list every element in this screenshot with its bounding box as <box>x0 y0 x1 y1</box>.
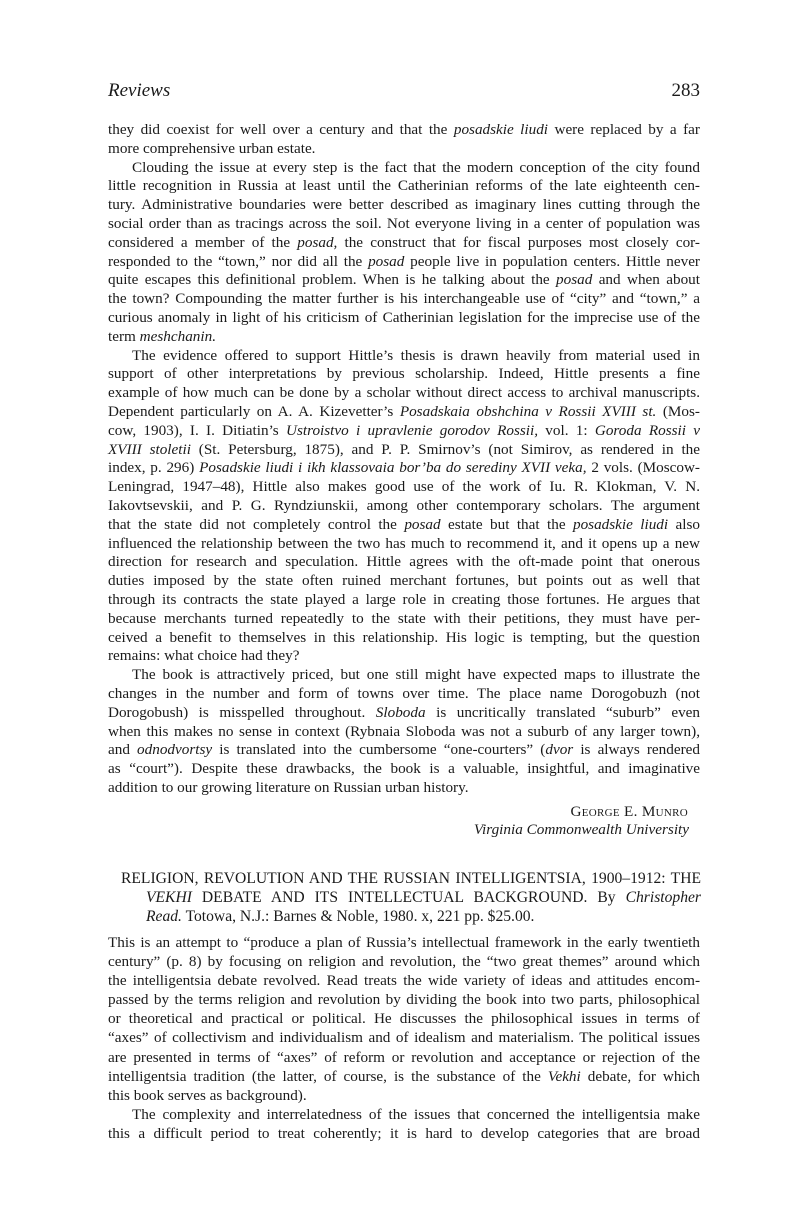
text-line <box>108 497 700 516</box>
text-run: is uncritically translated “suburb” even <box>425 703 700 721</box>
text-run: that the state did not completely control the <box>108 515 405 533</box>
text-run: responded to the “town,” nor did all the <box>108 252 369 270</box>
text-line <box>108 1067 700 1086</box>
italic-text-run: XVIII stoletii <box>108 440 191 458</box>
italic-text-run: posadskie liudi <box>572 515 669 533</box>
italic-text-run: Posadskie liudi i ikh klassovaia bor’ba do serediny XVII veka, <box>199 459 587 477</box>
text-line <box>108 159 700 178</box>
text-run: the intelligentsia debate revolved. Read treats the wide variety of ideas and attitudes encom- <box>108 972 700 990</box>
reviewer-name: George E. Munro <box>570 803 688 820</box>
text-run: Iakovtsevskii, and P. G. Ryndziunskii, among other contemporary scholars. The argument <box>108 496 700 514</box>
italic-text-run: posad <box>368 252 405 270</box>
text-run: Leningrad, 1947–48), Hittle also makes good use of the work of Iu. R. Klokman, V. N. <box>108 478 700 496</box>
text-line <box>108 403 700 422</box>
review-2-book-title <box>121 869 701 926</box>
text-run: The book is attractively priced, but one still might have expected maps to illustrate the <box>132 666 700 684</box>
text-line <box>108 121 700 140</box>
text-line <box>108 196 700 215</box>
text-line <box>108 741 700 760</box>
text-line <box>108 422 700 441</box>
italic-text-run: dvor <box>545 741 574 759</box>
review-2-body <box>108 933 700 1143</box>
text-line <box>108 535 700 554</box>
text-run: This is an attempt to “produce a plan of Russia’s intellectual framework in the early twentieth <box>108 934 700 951</box>
italic-text-run: Sloboda <box>375 703 426 721</box>
text-line <box>108 140 700 159</box>
text-run: passed by the terms religion and revolution by dividing the book into two parts, philosophical <box>108 991 700 1009</box>
text-line <box>108 516 700 535</box>
text-run: more comprehensive urban estate. <box>108 139 316 157</box>
text-line <box>108 685 700 704</box>
text-run: term <box>108 327 140 345</box>
text-line <box>121 869 701 888</box>
text-line <box>108 553 700 572</box>
text-line <box>108 572 700 591</box>
text-run: because merchants turned repeatedly to the state with their petitions, they must have per- <box>108 609 700 627</box>
text-run: index, p. 296) <box>108 459 200 477</box>
text-line <box>108 723 700 742</box>
text-line <box>108 990 700 1009</box>
text-line <box>108 933 700 952</box>
text-run: this a difficult period to treat coherently; it is hard to develop categories that are broad <box>108 1124 700 1142</box>
italic-text-run: Posadskaia obshchina v Rossii XVIII st. <box>399 402 657 420</box>
text-run: direction for research and speculation. Hittle agrees with the oft-made point that onerous <box>108 553 700 571</box>
text-run: or theoretical and practical or political. He discusses the philosophical issues in terms of <box>108 1010 700 1028</box>
text-run: when this makes no sense in context (Rybnaia Sloboda was not a suburb of any larger town), <box>108 722 700 740</box>
text-run: the town? Compounding the matter further is his interchangeable use of “city” and “town,” a <box>108 290 700 308</box>
page-number: 283 <box>671 80 700 101</box>
text-run: example of how much can be done by a scholar without direct access to archival manuscripts. <box>108 384 700 402</box>
text-line <box>108 271 700 290</box>
text-line <box>108 1124 700 1143</box>
text-line <box>108 365 700 384</box>
text-line <box>108 1048 700 1067</box>
text-run: social order than as tracings across the soil. Not everyone living in a center of population was <box>108 214 700 232</box>
text-line <box>108 1009 700 1028</box>
review-1-body <box>108 121 700 798</box>
text-run: is translated into the cumbersome “one-courters” ( <box>212 741 546 759</box>
italic-text-run: Ustroistvo i upravlenie gorodov Rossii, <box>286 421 538 439</box>
text-line <box>108 610 700 629</box>
text-run: the construct that for fiscal purposes most closely cor- <box>337 233 700 251</box>
text-run: curious anomaly in light of his criticism of Catherinian legislation for the imprecise use of the <box>108 308 700 326</box>
text-run: DEBATE AND ITS INTELLECTUAL BACKGROUND. By <box>191 889 626 906</box>
text-line <box>108 215 700 234</box>
text-run: and when about <box>592 271 700 289</box>
text-line <box>108 441 700 460</box>
text-line <box>108 384 700 403</box>
italic-text-run: posad, <box>297 233 338 251</box>
italic-text-run: posad <box>556 271 593 289</box>
text-line <box>108 647 700 666</box>
italic-text-run: posadskie liudi <box>453 121 549 138</box>
text-line <box>108 952 700 971</box>
text-line <box>108 290 700 309</box>
text-line <box>108 666 700 685</box>
text-run: (St. Petersburg, 1875), and P. P. Smirnov’s (not Simirov, as rendered in the <box>190 440 700 458</box>
italic-text-run: meshchanin. <box>139 327 216 345</box>
text-run: through its contracts the state played a large role in creating those fortunes. He argues that <box>108 590 700 608</box>
text-run: quite escapes this definitional problem. When is he talking about the <box>108 271 557 289</box>
text-line <box>108 253 700 272</box>
text-run: were replaced by a far <box>548 121 700 138</box>
text-run: Dorogobush) is misspelled throughout. <box>108 703 376 721</box>
running-head: Reviews <box>108 80 171 101</box>
text-line <box>108 1028 700 1047</box>
text-run: as “court”). Despite these drawbacks, the book is a valuable, insightful, and imaginative <box>108 760 700 778</box>
italic-text-run: Vekhi <box>547 1067 581 1085</box>
text-run: considered a member of the <box>108 233 298 251</box>
text-run: duties imposed by the state often ruined merchant fortunes, but points out as well that <box>108 572 700 590</box>
text-run: Clouding the issue at every step is the fact that the modern conception of the city found <box>132 158 700 176</box>
text-run: intelligentsia tradition (the latter, of course, is the substance of the <box>108 1067 548 1085</box>
text-line <box>108 177 700 196</box>
text-line <box>108 478 700 497</box>
text-line <box>108 704 700 723</box>
text-run: little recognition in Russia at least until the Catherinian reforms of the late eighteenth cen- <box>108 177 700 195</box>
text-run: RELIGION, REVOLUTION AND THE RUSSIAN INTELLIGENTSIA, 1900–1912: THE <box>121 870 701 887</box>
text-run: this book serves as background). <box>108 1086 307 1104</box>
text-run: The complexity and interrelatedness of the issues that concerned the intelligentsia make <box>132 1105 700 1123</box>
text-line <box>108 347 700 366</box>
text-run: support of other interpretations by previous scholarship. Indeed, Hittle presents a fine <box>108 365 700 383</box>
text-run: remains: what choice had they? <box>108 647 300 665</box>
reviewer-affiliation: Virginia Commonwealth University <box>473 821 689 838</box>
text-run: (Mos- <box>656 402 700 420</box>
text-line <box>108 234 700 253</box>
text-run: and <box>108 741 138 759</box>
text-run: influenced the relationship between the two has much to recommend it, and it opens up a new <box>108 534 700 552</box>
italic-text-run: VEKHI <box>146 889 192 906</box>
text-run: century” (p. 8) by focusing on religion and revolution, the “two great themes” around which <box>108 953 700 971</box>
text-line <box>108 760 700 779</box>
text-line <box>108 779 700 798</box>
text-line <box>108 591 700 610</box>
text-run: also <box>668 515 700 533</box>
text-run: changes in the number and form of towns over time. The place name Dorogobuzh (not <box>108 684 700 702</box>
text-run: addition to our growing literature on Russian urban history. <box>108 778 469 796</box>
text-line <box>108 1105 700 1124</box>
text-run: Totowa, N.J.: Barnes & Noble, 1980. x, 221 pp. $25.00. <box>181 908 535 925</box>
text-run: ceived a benefit to themselves in this relationship. His logic is tempting, but the question <box>108 628 700 646</box>
text-run: they did coexist for well over a century and that the <box>108 121 454 138</box>
text-run: cow, 1903), I. I. Ditiatin’s <box>108 421 286 439</box>
italic-text-run: posad <box>404 515 441 533</box>
text-line <box>108 328 700 347</box>
text-line <box>108 1086 700 1105</box>
italic-text-run: Christopher <box>625 889 701 906</box>
text-line <box>108 629 700 648</box>
text-run: “axes” of collectivism and individualism and of idealism and materialism. The political issues <box>108 1029 700 1047</box>
text-run: Dependent particularly on A. A. Kizevetter’s <box>108 402 400 420</box>
text-run: vol. 1: <box>538 421 595 439</box>
text-run: tury. Administrative boundaries were better described as imaginary lines cutting through the <box>108 196 700 214</box>
text-line <box>121 907 701 926</box>
text-run: estate but that the <box>440 515 573 533</box>
text-run: debate, for which <box>580 1067 700 1085</box>
text-run: people live in population centers. Hittle never <box>404 252 700 270</box>
text-run: is always rendered <box>573 741 700 759</box>
text-line <box>121 888 701 907</box>
italic-text-run: odnodvortsy <box>137 741 213 759</box>
italic-text-run: Read. <box>146 908 182 925</box>
text-run: 2 vols. (Moscow- <box>586 459 700 477</box>
italic-text-run: Goroda Rossii v <box>594 421 700 439</box>
text-run: are presented in terms of “axes” of reform or revolution and acceptance or rejection of the <box>108 1048 700 1066</box>
text-line <box>108 459 700 478</box>
text-line <box>108 309 700 328</box>
text-run: The evidence offered to support Hittle’s thesis is drawn heavily from material used in <box>132 346 700 364</box>
text-line <box>108 971 700 990</box>
